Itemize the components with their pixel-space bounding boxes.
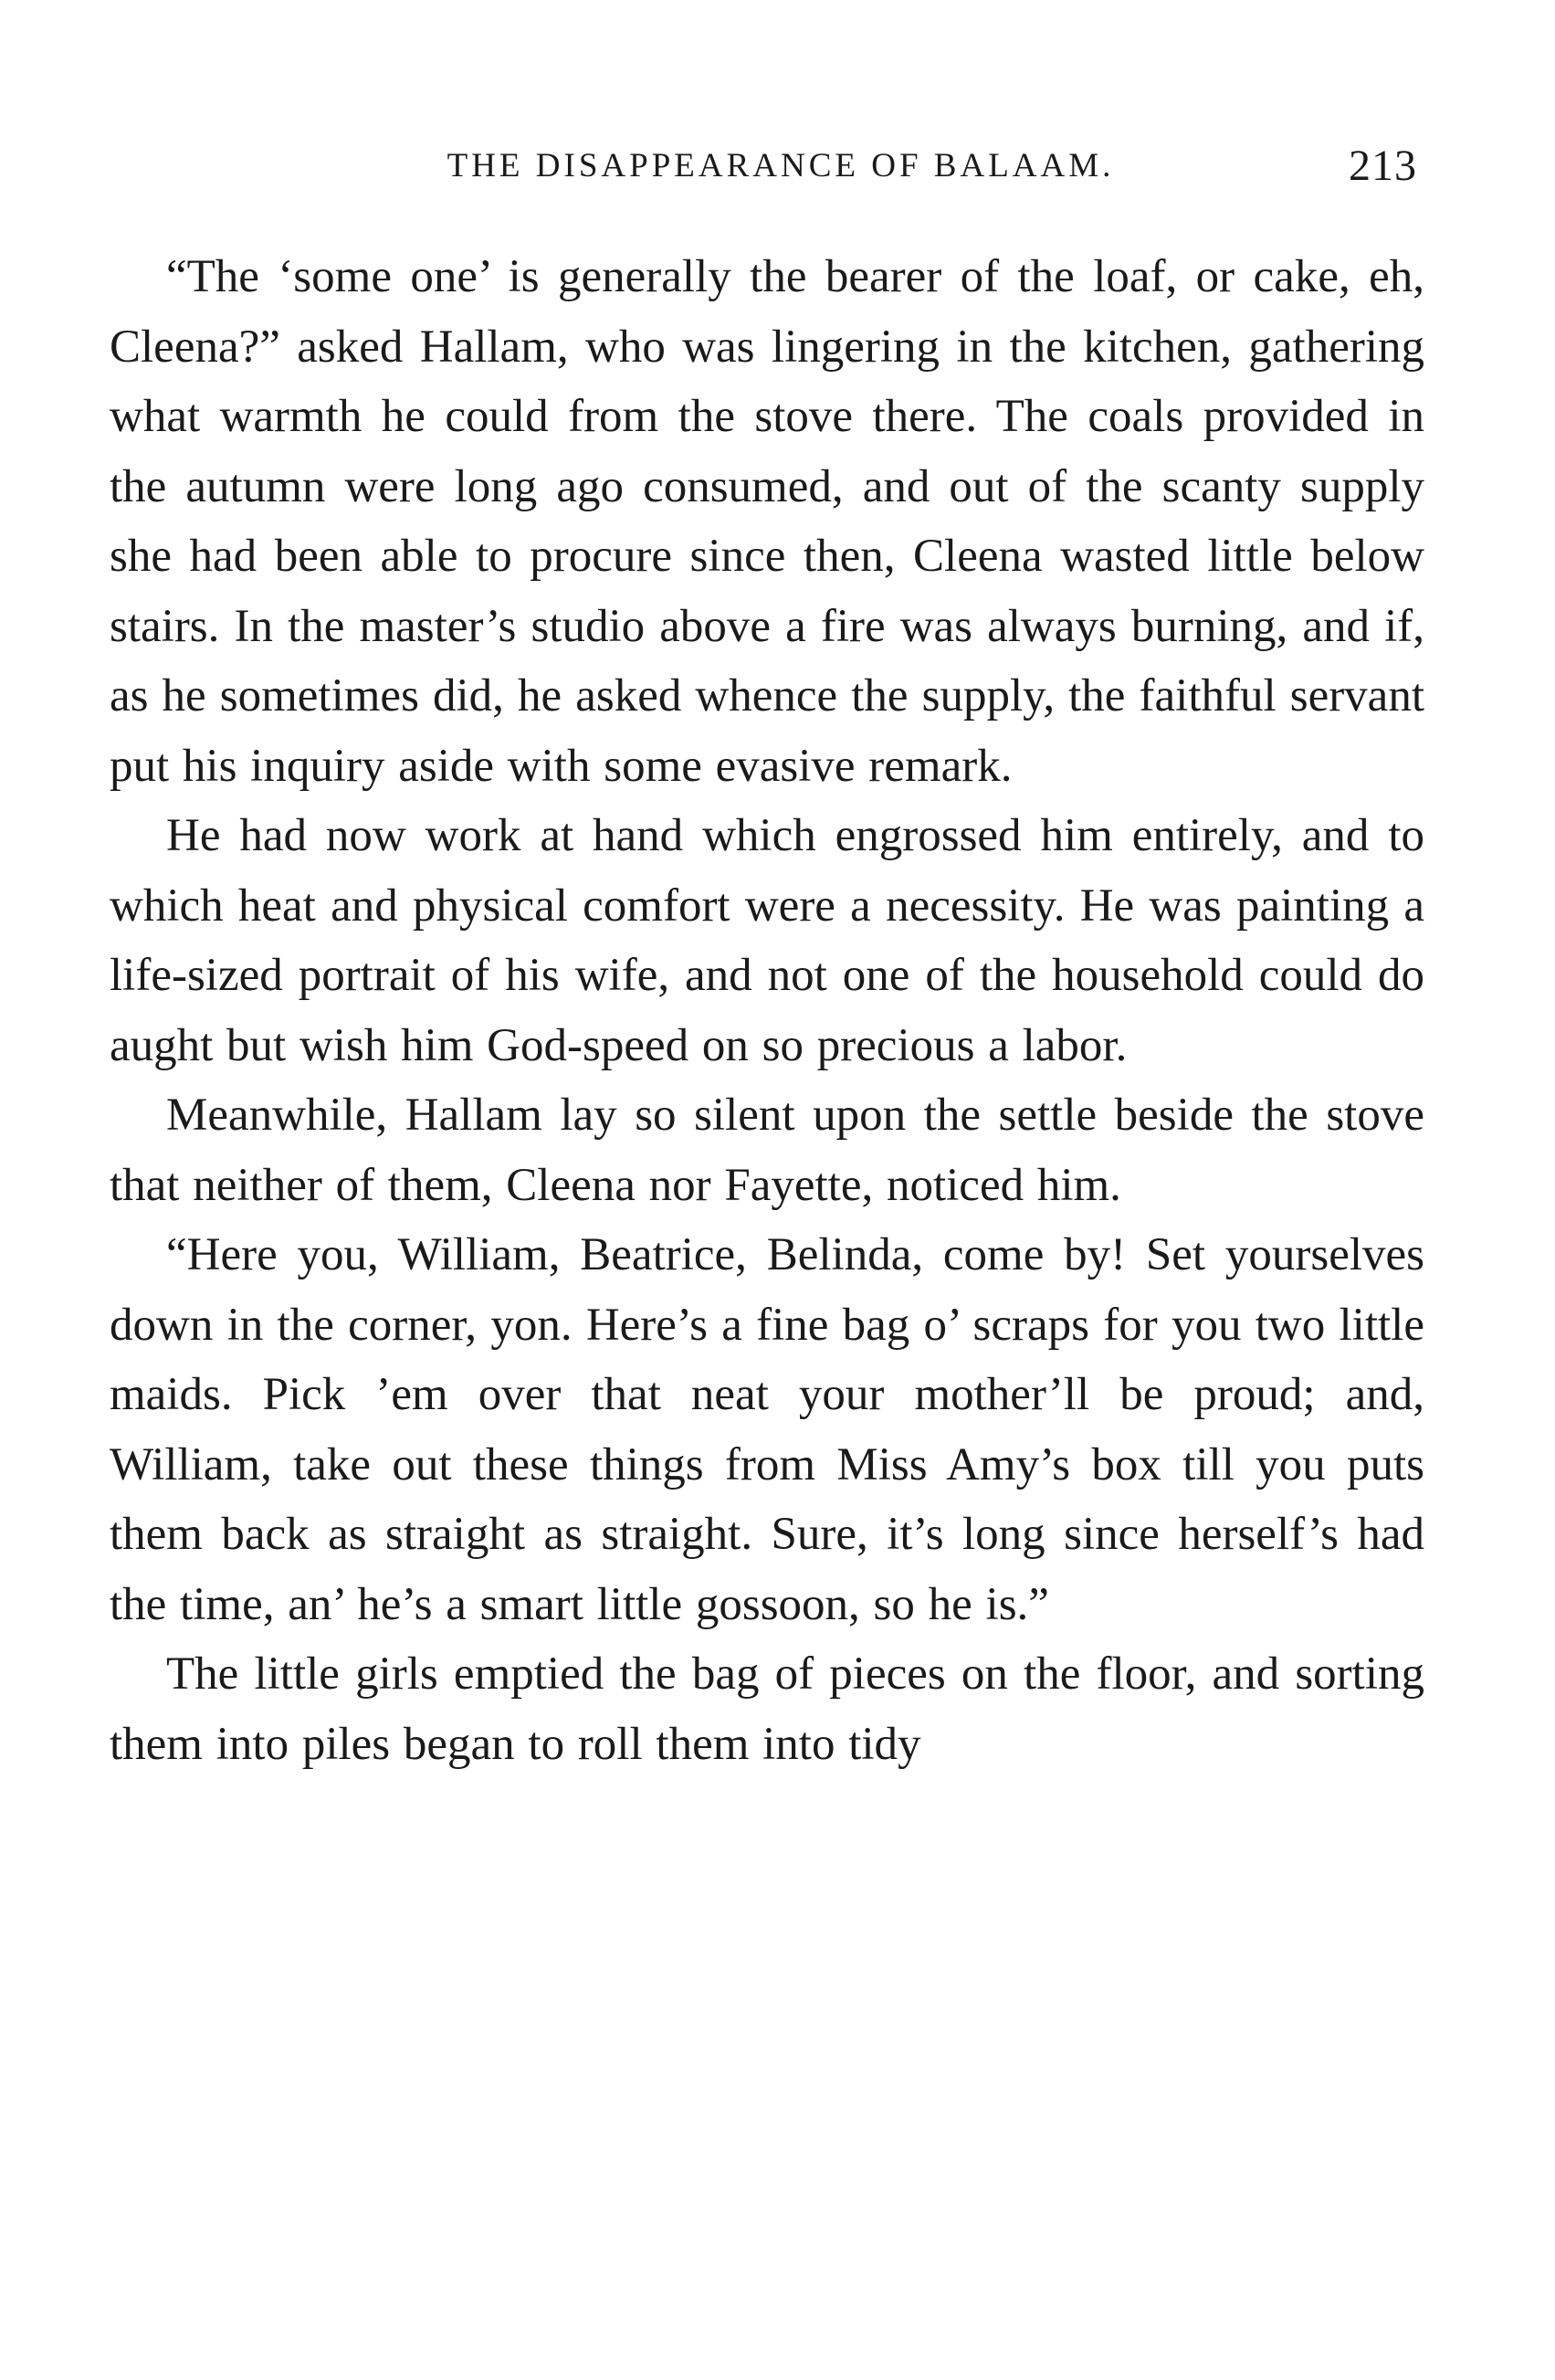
paragraph: The little girls emptied the bag of pieces on the floor, and sorting them into piles began to roll them into tidy xyxy=(110,1648,1424,1770)
paragraph: Meanwhile, Hallam lay so silent upon the settle beside the stove that neither of them, Cleena nor Fayette, noticed him. xyxy=(110,1090,1424,1211)
page-number: 213 xyxy=(1349,142,1417,190)
running-head xyxy=(110,139,1424,194)
paragraph: “The ‘some one’ is generally the bearer of the loaf, or cake, eh, Cleena?” asked Hallam, who was lingering in the kitchen, gathering what warmth he could from the stove there. The coals provided in the autumn were long ago consumed, and out of the scanty supply she had been able to procure since then, Cleena wasted little below stairs. In the master’s studio above a fire was always burning, and if, as he sometimes did, he asked whence the supply, the faithful servant put his inquiry aside with some evasive remark. xyxy=(110,251,1424,792)
running-title: THE DISAPPEARANCE OF BALAAM. xyxy=(447,147,1115,184)
paragraph: “Here you, William, Beatrice, Belinda, come by! Set yourselves down in the corner, yon. Here’s a fine bag o’ scraps for you two little maids. Pick ’em over that neat your mother’ll be proud; and, William, take out these things from Miss Amy’s box till you puts them back as straight as straight. Sure, it’s long since herself’s had the time, an’ he’s a smart little gossoon, so he is.” xyxy=(110,1229,1424,1630)
paragraph: He had now work at hand which engrossed him entirely, and to which heat and physical comfort were a necessity. He was painting a life-sized portrait of his wife, and not one of the household could do aught but wish him God-speed on so precious a labor. xyxy=(110,810,1424,1071)
body-text xyxy=(110,242,1424,1779)
